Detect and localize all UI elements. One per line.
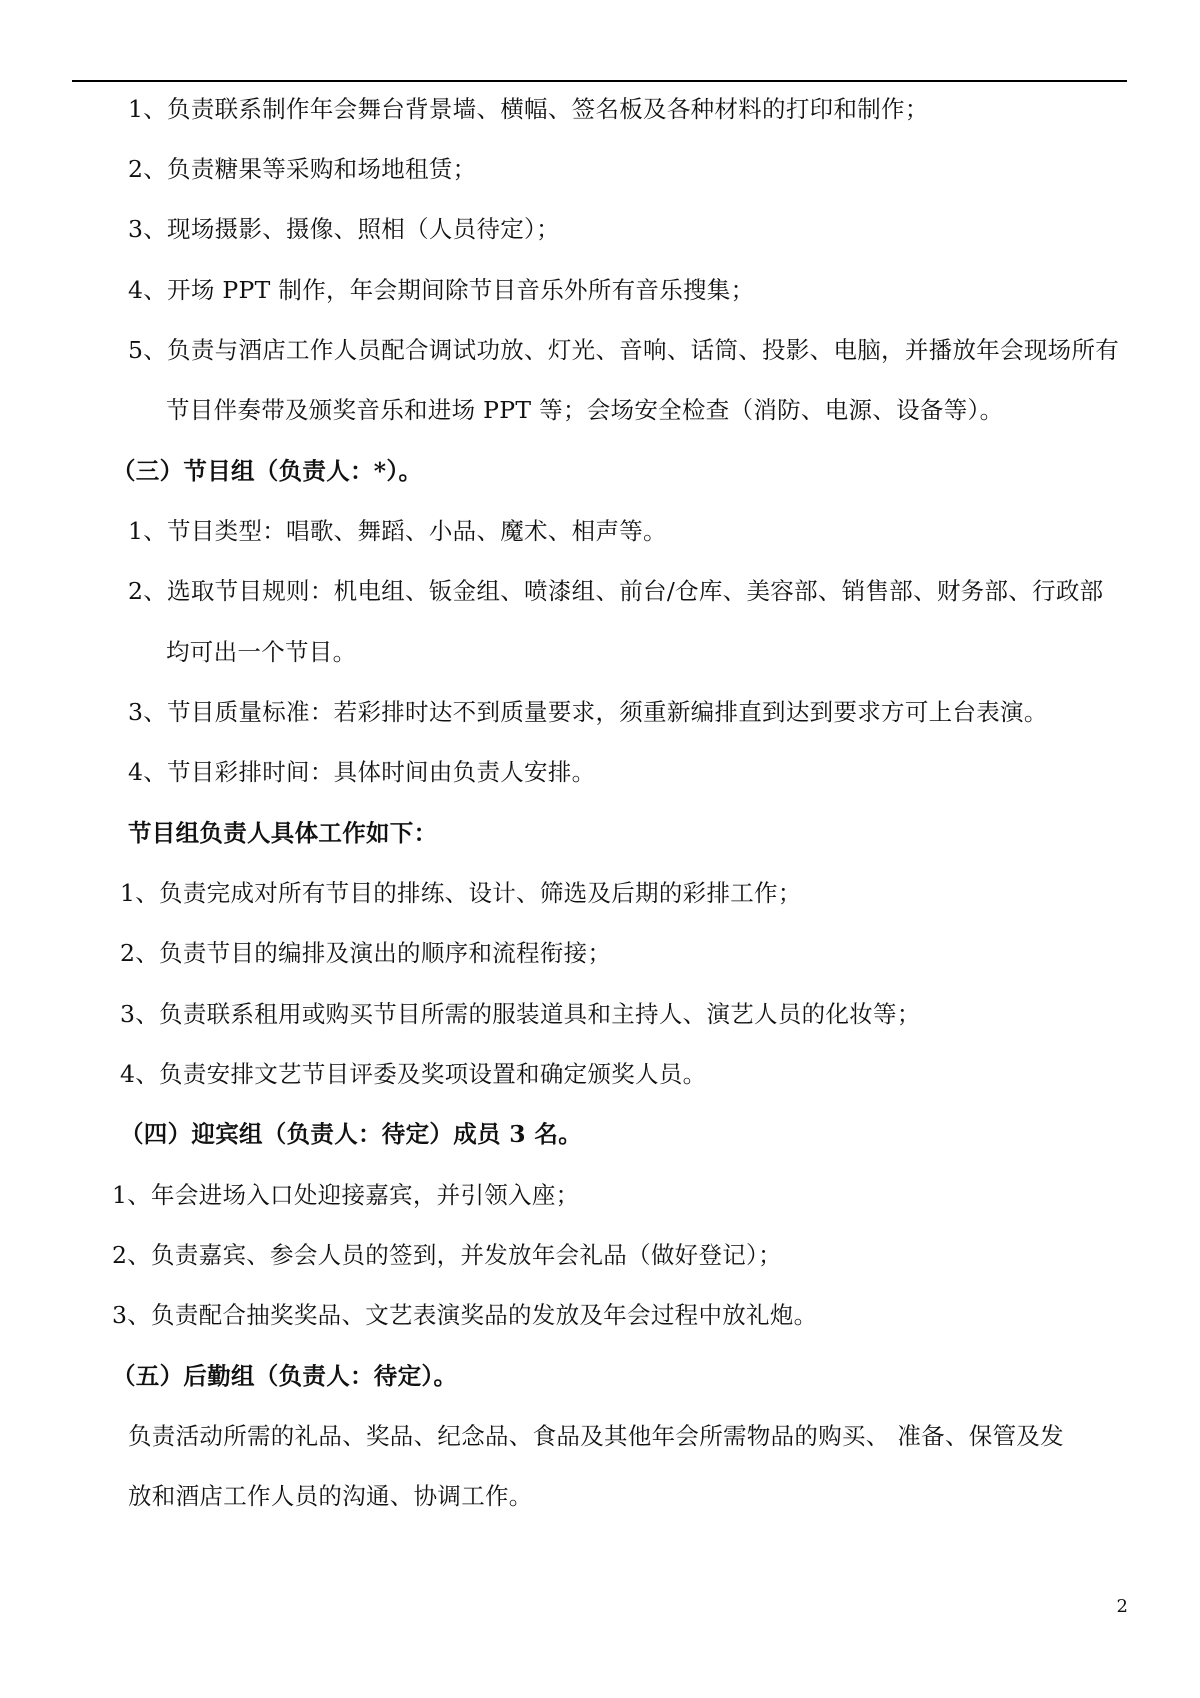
task-item-4: 4、开场 PPT 制作，年会期间除节目音乐外所有音乐搜集； <box>128 276 755 304</box>
section-heading-reception-group: （四）迎宾组（负责人：待定）成员 3 名。 <box>120 1120 583 1148</box>
logistics-duty: 负责活动所需的礼品、奖品、纪念品、食品及其他年会所需物品的购买、 准备、保管及发 <box>128 1422 1064 1450</box>
leader-duty-2: 2、负责节目的编排及演出的顺序和流程衔接； <box>120 939 612 967</box>
reception-duty-3: 3、负责配合抽奖奖品、文艺表演奖品的发放及年会过程中放礼炮。 <box>112 1301 818 1329</box>
reception-duty-2: 2、负责嘉宾、参会人员的签到，并发放年会礼品（做好登记）； <box>112 1241 782 1269</box>
subheading-program-leader-duties: 节目组负责人具体工作如下： <box>128 819 438 847</box>
leader-duty-4: 4、负责安排文艺节目评委及奖项设置和确定颁奖人员。 <box>120 1060 707 1088</box>
program-rule-4: 4、节目彩排时间：具体时间由负责人安排。 <box>128 758 596 786</box>
task-item-3: 3、现场摄影、摄像、照相（人员待定）； <box>128 215 560 243</box>
page-number: 2 <box>1116 1596 1128 1617</box>
program-rule-2-continued: 均可出一个节目。 <box>166 638 357 666</box>
logistics-duty-continued: 放和酒店工作人员的沟通、协调工作。 <box>128 1482 533 1510</box>
task-item-2: 2、负责糖果等采购和场地租赁； <box>128 155 477 183</box>
task-item-5-continued: 节目伴奏带及颁奖音乐和进场 PPT 等；会场安全检查（消防、电源、设备等）。 <box>166 396 1004 424</box>
section-heading-logistics-group: （五）后勤组（负责人：待定）。 <box>112 1362 458 1390</box>
reception-duty-1: 1、年会进场入口处迎接嘉宾，并引领入座； <box>112 1181 580 1209</box>
task-item-5: 5、负责与酒店工作人员配合调试功放、灯光、音响、话筒、投影、电脑，并播放年会现场所有 <box>128 336 1120 364</box>
header-rule <box>72 80 1127 82</box>
section-heading-program-group: （三）节目组（负责人：*）。 <box>112 457 423 485</box>
program-rule-2: 2、选取节目规则：机电组、钣金组、喷漆组、前台/仓库、美容部、销售部、财务部、行政部 <box>128 577 1104 605</box>
task-item-1: 1、负责联系制作年会舞台背景墙、横幅、签名板及各种材料的打印和制作； <box>128 95 929 123</box>
leader-duty-1: 1、负责完成对所有节目的排练、设计、筛选及后期的彩排工作； <box>120 879 802 907</box>
leader-duty-3: 3、负责联系租用或购买节目所需的服装道具和主持人、演艺人员的化妆等； <box>120 1000 921 1028</box>
program-rule-3: 3、节目质量标准：若彩排时达不到质量要求，须重新编排直到达到要求方可上台表演。 <box>128 698 1048 726</box>
program-rule-1: 1、节目类型：唱歌、舞蹈、小品、魔术、相声等。 <box>128 517 667 545</box>
